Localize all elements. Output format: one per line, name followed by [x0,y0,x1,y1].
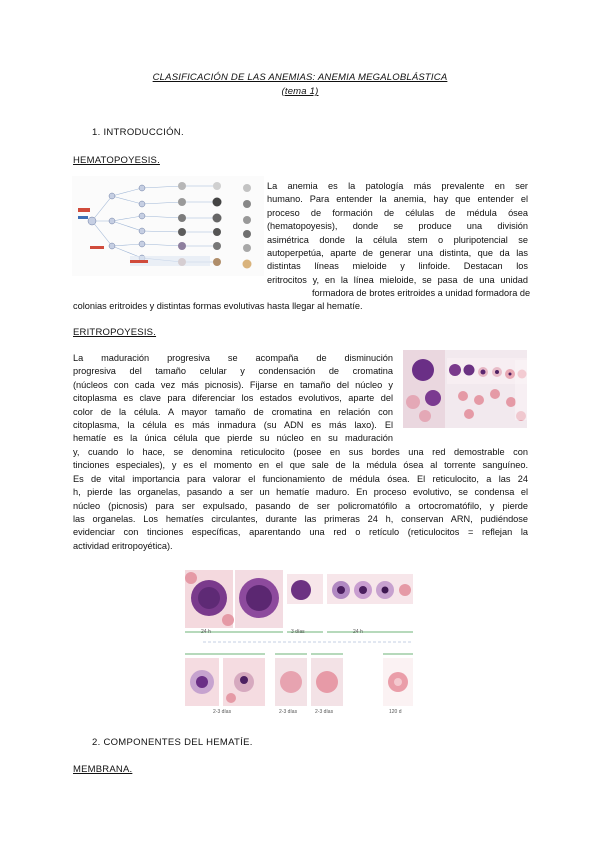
text-line: las organelas. Los hematíes circulantes, durante las primeras 24 h, conservan ARN, pudiéndose [73,514,528,525]
time-label: 2-3 días [213,709,232,715]
text-line: eritrocitos y, en la línea mieloide, se pasa de una unidad [267,274,528,285]
hematopoiesis-diagram [72,176,264,276]
time-label: 24 h [353,629,363,635]
hematopoyesis-paragraph-cont [312,287,531,300]
text-line: progresiva del tamaño celular y condensación de cromatina [73,366,393,377]
text-line: hematíe es la única célula que pierde su núcleo en su maduración [73,433,393,444]
text-line: asimétrica donde la célula stem o pluripotencial se [267,234,528,245]
section-membrana: MEMBRANA. [73,764,133,775]
text-line: citoplasma es clave para diferenciar los estados evolutivos, aparte del [73,393,393,404]
time-label: 120 d [389,709,402,715]
erythropoiesis-micrograph [403,350,527,428]
time-label: 24 h [201,629,211,635]
text-line: (núcleos con cada vez más picnosis). Fijarse en tamaño del núcleo y [73,379,393,390]
heading-introduccion: 1. INTRODUCCIÓN. [92,127,184,138]
text-line: (hematopoyesis), donde se produce una división [267,221,528,232]
text-line: color de la célula. A mayor tamaño de cromatina en relación con [73,406,393,417]
time-label: 2-3 días [279,709,298,715]
text-line: evidenciar con tinciones específicas, aparentando una red o retículo (reticulocitos = reflejan la [73,527,528,538]
heading-componentes: 2. COMPONENTES DEL HEMATÍE. [92,737,253,748]
text-line: colonias eritroides y distintas formas evolutivas hasta llegar al hematíe. [73,301,363,311]
text-line: La anemia es la patología más prevalente en ser [267,181,528,191]
text-line: La maduración progresiva se acompaña de disminución [73,353,393,363]
maturation-series-figure [183,568,415,720]
hematopoyesis-paragraph-end [73,300,493,313]
text-line: Es de vital importancia para valorar el funcionamiento de médula ósea. El reticulocito, a las 24 [73,473,528,484]
document-subtitle: (tema 1) [281,86,319,97]
text-line: actividad eritropoyética). [73,540,173,551]
text-line: distintas líneas mieloide y linfoide. Destacan los [267,261,528,272]
time-label: 2-3 días [315,709,334,715]
text-line: h, pierde las organelas, pasando a ser un hematíe maduro. En proceso evolutivo, se condensa el [73,487,528,498]
time-label: 3 días [291,629,305,635]
text-line: citoplasma, la célula es más inmadura (su ADN es más laxo). El [73,420,393,431]
eritropoyesis-paragraph-cont [73,446,528,553]
section-hematopoyesis: HEMATOPOYESIS. [73,155,160,166]
document-title: CLASIFICACIÓN DE LAS ANEMIAS: ANEMIA MEGALOBLÁSTICA [152,72,448,83]
text-line: y, cuando lo hace, se denomina reticulocito (posee en sus bordes una red demostrable con [73,447,528,457]
text-line: autoperpetúa, aparte de generar una distinta, que da las [267,248,528,259]
section-eritropoyesis: ERITROPOYESIS. [73,327,157,338]
text-line: núcleo (picnosis) para ser expulsado, pasando de ser policromatófilo a ortocromatófilo, y pierde [73,500,528,511]
text-line: formadora de brotes eritroides a unidad formadora de [312,288,531,298]
hematopoyesis-paragraph [267,180,528,287]
text-line: tinciones especiales), y es el momento en el que sale de la médula ósea al torrente sanguíneo. [73,460,528,471]
maturation-series-image [183,568,415,720]
eritropoyesis-paragraph [73,352,393,446]
text-line: proceso de formación de células de médula ósea [267,207,528,218]
text-line: humano. Para entender la anemia, hay que entender el [267,194,528,205]
